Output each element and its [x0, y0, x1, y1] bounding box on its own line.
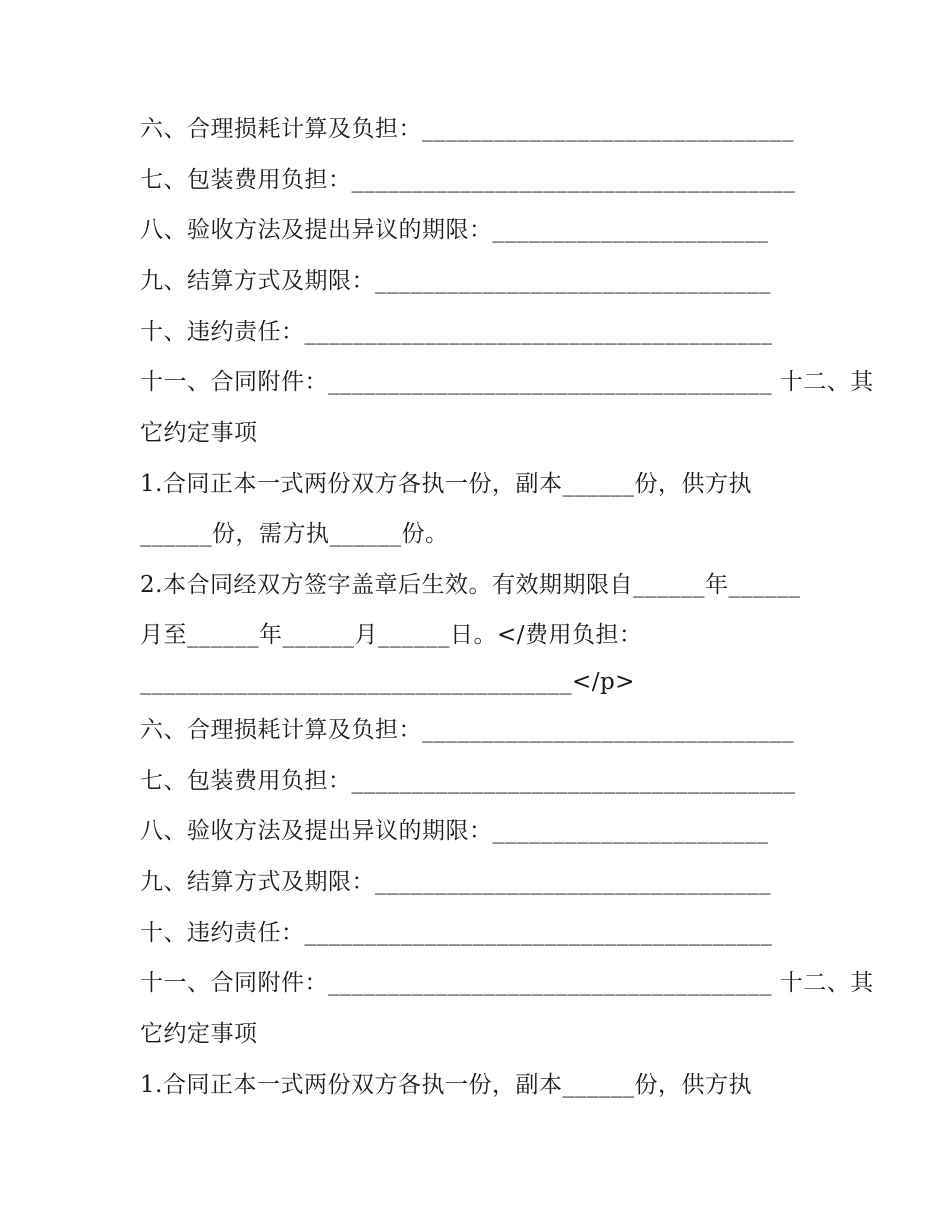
- text-line: 1.合同正本一式两份双方各执一份，副本______份，供方执: [140, 471, 752, 497]
- text-line: 十一、合同附件：_____________________________________ 十二、其: [140, 369, 874, 395]
- text-line: ______份，需方执______份。: [140, 521, 449, 547]
- text-line: 六、合理损耗计算及负担：_______________________________: [140, 116, 794, 142]
- text-line: 十、违约责任：_______________________________________: [140, 319, 773, 345]
- text-line: 八、验收方法及提出异议的期限：_______________________: [140, 818, 769, 844]
- text-line: 十一、合同附件：_____________________________________ 十二、其: [140, 970, 874, 996]
- text-line: 七、包装费用负担：_____________________________________: [140, 768, 796, 794]
- text-line: 九、结算方式及期限：_________________________________: [140, 268, 771, 294]
- text-line: 十、违约责任：_______________________________________: [140, 920, 773, 946]
- text-line: 七、包装费用负担：_____________________________________: [140, 167, 796, 193]
- text-line: 月至______年______月______日。</费用负担：: [140, 622, 643, 648]
- text-line: 九、结算方式及期限：_________________________________: [140, 869, 771, 895]
- text-line: 六、合理损耗计算及负担：_______________________________: [140, 717, 794, 743]
- text-line: 2.本合同经双方签字盖章后生效。有效期期限自______年______: [140, 572, 801, 598]
- text-line: 1.合同正本一式两份双方各执一份，副本______份，供方执: [140, 1072, 752, 1098]
- text-line: 它约定事项: [140, 420, 258, 446]
- text-line: 它约定事项: [140, 1021, 258, 1047]
- text-line: ____________________________________</p>: [140, 669, 636, 695]
- text-line: 八、验收方法及提出异议的期限：_______________________: [140, 217, 769, 243]
